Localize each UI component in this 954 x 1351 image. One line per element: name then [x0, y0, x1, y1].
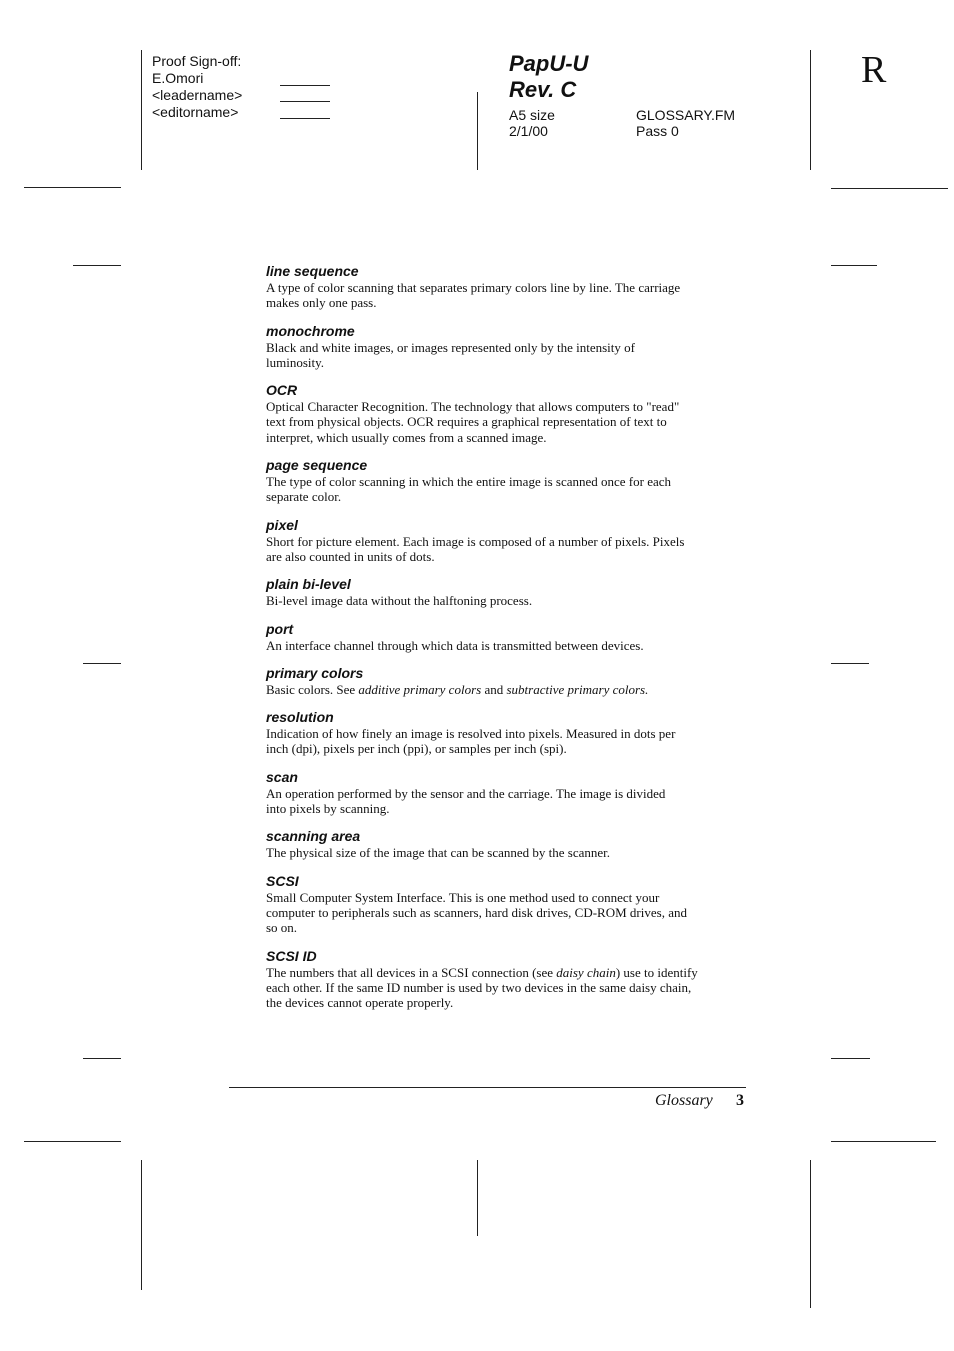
glossary-list	[266, 263, 746, 1022]
glossary-entry	[266, 517, 746, 565]
crop-mark	[831, 1058, 870, 1059]
glossary-term: plain bi-level	[266, 576, 351, 593]
doc-title: PapU-U Rev. C	[509, 51, 589, 102]
glossary-term: monochrome	[266, 322, 355, 339]
doc-filename: GLOSSARY.FM	[636, 107, 736, 123]
glossary-definition: Indication of how finely an image is resolved into pixels. Measured in dots per inch (dpi), pixels per inch (ppi), or samples per inch (spi).	[266, 726, 676, 757]
crop-mark	[73, 265, 121, 266]
crop-mark	[83, 1058, 121, 1059]
crop-mark	[831, 188, 948, 189]
crop-mark	[831, 663, 869, 664]
glossary-term: scanning area	[266, 828, 361, 845]
glossary-definition: An interface channel through which data is transmitted between devices.	[266, 637, 644, 653]
proof-line: <leadername>	[152, 87, 243, 103]
glossary-term: SCSI	[266, 872, 299, 889]
glossary-term: resolution	[266, 709, 334, 726]
signoff-blank	[280, 85, 330, 86]
glossary-term: OCR	[266, 382, 298, 399]
crop-mark	[810, 1160, 811, 1308]
glossary-definition: The physical size of the image that can be scanned by the scanner.	[266, 845, 611, 861]
glossary-term: scan	[266, 768, 298, 785]
proof-line: Proof Sign-off:	[152, 53, 242, 69]
proof-line: <editorname>	[152, 104, 239, 120]
glossary-definition: Optical Character Recognition. The technology that allows computers to "read" text from physical objects. OCR requires a graphical representation of text to interpret, which usually comes from a scanned image.	[266, 399, 680, 445]
glossary-entry	[266, 828, 746, 860]
doc-pass: Pass 0	[636, 123, 679, 139]
glossary-definition: Short for picture element. Each image is composed of a number of pixels. Pixels are also counted in units of dots.	[266, 533, 685, 564]
glossary-definition: An operation performed by the sensor and the carriage. The image is divided into pixels by scanning.	[266, 785, 666, 817]
crop-mark	[141, 1160, 142, 1290]
crop-mark	[24, 187, 121, 188]
glossary-term: line sequence	[266, 263, 359, 279]
page-number: 3	[736, 1092, 744, 1109]
crop-mark	[83, 663, 121, 664]
glossary-term: pixel	[266, 516, 298, 533]
glossary-definition: The type of color scanning in which the entire image is scanned once for each separate color.	[266, 474, 672, 505]
glossary-definition: The numbers that all devices in a SCSI connection (see daisy chain) use to identify each other. If the same ID number is used by two devices in the same daisy chain, the devices cannot operate properly.	[266, 964, 698, 1011]
crop-mark	[477, 1160, 478, 1236]
glossary-entry	[266, 709, 746, 757]
glossary-term: port	[266, 620, 294, 637]
glossary-entry	[266, 621, 746, 653]
glossary-entry	[266, 873, 746, 936]
crop-mark	[810, 50, 811, 170]
crop-mark	[831, 1141, 936, 1142]
glossary-definition: A type of color scanning that separates primary colors line by line. The carriage makes only one pass.	[266, 280, 681, 311]
footer-section: Glossary	[655, 1092, 713, 1109]
glossary-definition: Black and white images, or images represented only by the intensity of luminosity.	[266, 339, 635, 370]
crop-mark	[24, 1141, 121, 1142]
glossary-entry	[266, 948, 746, 1011]
proof-line: E.Omori	[152, 70, 204, 86]
glossary-definition: Bi-level image data without the halftoning process.	[266, 593, 533, 609]
glossary-entry	[266, 382, 746, 445]
glossary-definition: Basic colors. See additive primary colors and subtractive primary colors.	[266, 681, 649, 697]
cross-reference: additive primary colors	[358, 681, 482, 697]
signoff-blank	[280, 101, 330, 102]
doc-date: 2/1/00	[509, 123, 548, 139]
glossary-entry	[266, 576, 746, 608]
crop-mark	[477, 92, 478, 170]
crop-mark	[831, 265, 877, 266]
proof-signoff	[152, 53, 242, 121]
doc-size: A5 size	[509, 107, 555, 123]
registration-letter: R	[861, 49, 887, 91]
glossary-term: primary colors	[266, 664, 364, 681]
cross-reference: daisy chain	[556, 964, 616, 980]
crop-mark	[141, 50, 142, 170]
glossary-term: SCSI ID	[266, 947, 317, 964]
cross-reference: subtractive primary colors.	[506, 681, 649, 697]
glossary-entry	[266, 263, 746, 311]
signoff-blank	[280, 118, 330, 119]
glossary-definition: Small Computer System Interface. This is one method used to connect your computer to peripherals such as scanners, hard disk drives, CD-ROM drives, and so on.	[266, 889, 687, 936]
glossary-entry	[266, 769, 746, 817]
glossary-term: page sequence	[266, 457, 368, 474]
glossary-entry	[266, 457, 746, 505]
footer-rule	[229, 1087, 746, 1088]
glossary-entry	[266, 323, 746, 371]
glossary-entry	[266, 665, 746, 697]
